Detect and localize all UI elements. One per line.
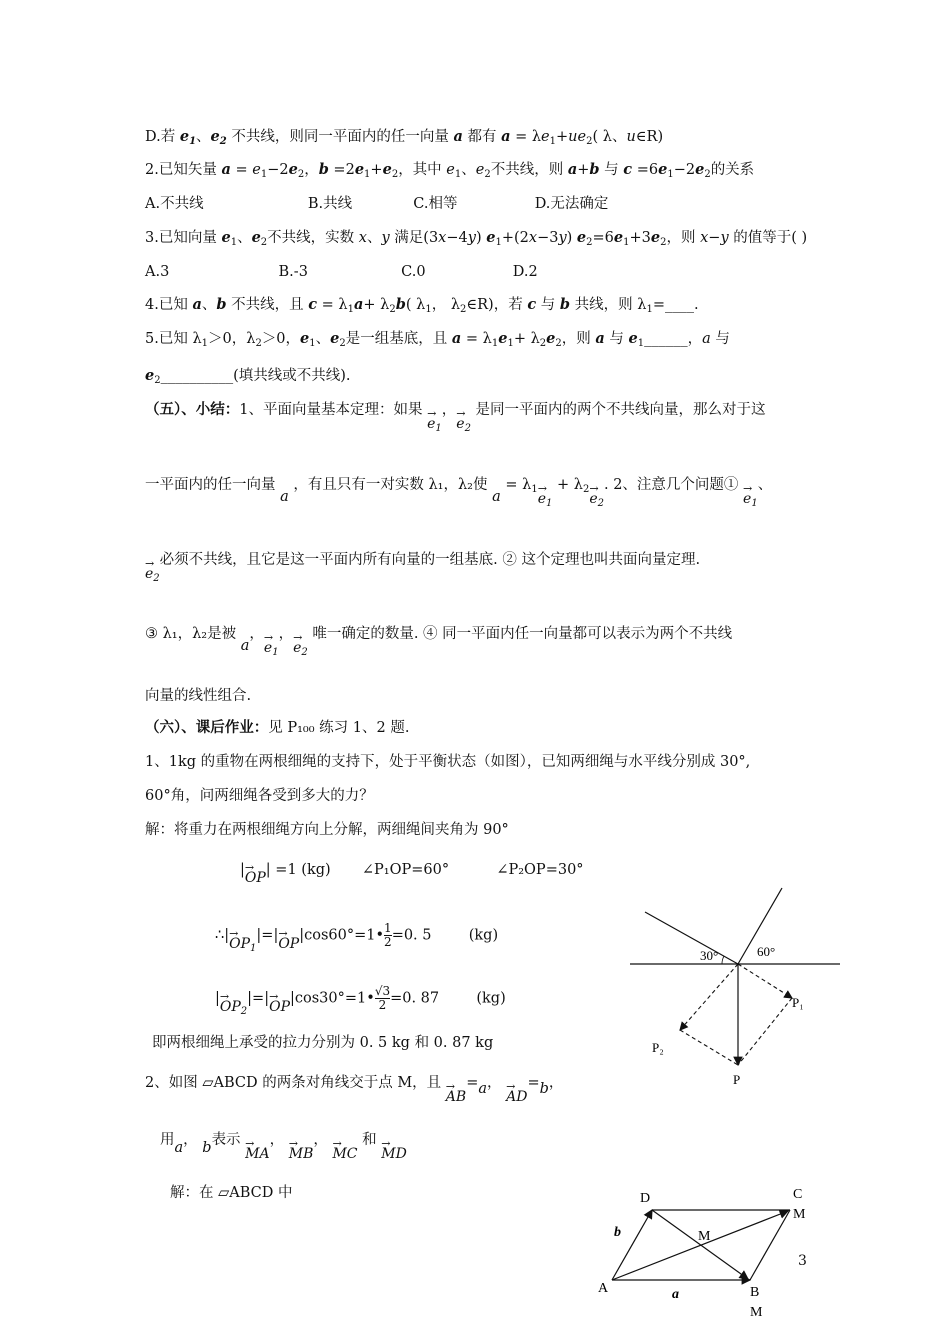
option-a: A.3 bbox=[145, 264, 170, 280]
option-c: C.相等 bbox=[413, 196, 458, 212]
homework-line: （六）、课后作业：见 P₁₀₀ 练习 1、2 题. bbox=[145, 719, 410, 736]
choice-d-line: D.若 $e_1$、$e_2$ 不共线，则同一平面内的任一向量 a 都有 $a = \lambda e_1+ue_2$( λ、u∈R) bbox=[145, 128, 664, 147]
label-vec-b: b bbox=[614, 1225, 621, 1240]
summary-heading: （五）、小结： bbox=[145, 401, 240, 418]
dash-p2-p bbox=[680, 1030, 738, 1065]
label-a: A bbox=[598, 1281, 609, 1296]
option-d: D.无法确定 bbox=[534, 196, 609, 212]
side-ad bbox=[612, 1210, 652, 1280]
q2-line-1: 2、如图 ▱ABCD 的两条对角线交于点 M，且 → AB=a， → AD=b， bbox=[145, 1073, 563, 1107]
vector-op2 bbox=[680, 964, 738, 1030]
label-m-b: M bbox=[750, 1305, 763, 1320]
option-b: B.-3 bbox=[278, 264, 308, 280]
option-d: D.2 bbox=[512, 264, 538, 280]
diagonal-ac bbox=[612, 1211, 788, 1280]
vector-op1 bbox=[738, 964, 792, 998]
summary-line-2: 一平面内的任一向量 a ，有且只有一对实数 λ₁，λ₂使 $a = \lambda_1\to e_1 + \lambda_2\to e_2$. 2、注意几个问题① → $e_1$、 bbox=[145, 475, 772, 514]
angle-30-label: 30° bbox=[700, 948, 719, 963]
option-c: C.0 bbox=[401, 264, 426, 280]
summary-line-3: → $e_2$必须不共线，且它是这一平面内所有向量的一组基底. ② 这个定理也叫共面向量定理. bbox=[145, 550, 700, 589]
equation-2: ∴|→ $OP_1|=|\to$ OP|cos60°=1• $\frac{1}{2}$ =0. 5 (kg) bbox=[215, 922, 498, 959]
angle-60-label: 60° bbox=[757, 944, 776, 959]
label-p1: P₁ bbox=[792, 995, 804, 1010]
summary-line-5: 向量的线性组合. bbox=[145, 688, 252, 704]
question-5: 5.已知 $\lambda_1>0$，$\lambda_2>0$，$e_1$、$e_2$是一组基底，且 $a = \lambda_1e_1+ \lambda_2e_2$，则 a 与 $e_1\_\_\_\_\_\_$，a 与 bbox=[145, 330, 730, 349]
dash-p1-p bbox=[738, 998, 792, 1065]
option-b: B.共线 bbox=[307, 196, 353, 212]
label-vec-a: a bbox=[672, 1287, 679, 1302]
label-p: P bbox=[733, 1072, 741, 1087]
label-b: B bbox=[750, 1285, 760, 1300]
parallelogram-diagram bbox=[590, 1180, 830, 1330]
question-4: 4.已知 a、b 不共线，且 $c = \lambda_1a+ \lambda_2b$( $\lambda_1$， $\lambda_2\in R$)，若 c 与 b 共线，则 $\lambda_1=\_\_\_\_$. bbox=[145, 296, 699, 315]
page-number: 3 bbox=[798, 1253, 807, 1269]
question-2: 2.已知矢量 $a = e_1-2e_2$，$b =2e_1+e_2$，其中 $e_1$、$e_2$不共线，则 a+b 与 $c =6e_1-2e_2$的关系 bbox=[145, 161, 755, 180]
label-p2: P₂ bbox=[652, 1040, 664, 1055]
q1-line-2: 60°角，问两细绳各受到多大的力？ bbox=[145, 788, 374, 804]
q1-solution: 解：将重力在两根细绳方向上分解，两细绳间夹角为 90° bbox=[145, 822, 509, 838]
q1-line-1: 1、1kg 的重物在两根细绳的支持下，处于平衡状态（如图），已知两细绳与水平线分别成 30°, bbox=[145, 754, 751, 770]
question-2-options bbox=[145, 194, 608, 214]
diagonal-db bbox=[652, 1210, 748, 1279]
summary-line-4: ③ λ₁，λ₂是被 a，→ $e_1$，→ $e_2$ 唯一确定的数量. ④ 同一平面内任一向量都可以表示为两个不共线 bbox=[145, 624, 732, 663]
question-5-cont: $e_2\_\_\_\_\_\_\_\_\_\_$(填共线或不共线). bbox=[145, 367, 351, 386]
label-d: D bbox=[640, 1191, 651, 1206]
option-a: A.不共线 bbox=[145, 196, 204, 212]
force-diagram bbox=[620, 880, 850, 1095]
label-m: M bbox=[698, 1229, 711, 1244]
question-3-options bbox=[145, 262, 538, 282]
q2-solution: 解：在 ▱ABCD 中 bbox=[170, 1185, 293, 1201]
label-m-c: M bbox=[793, 1207, 806, 1222]
summary-line-1: （五）、小结：1、平面向量基本定理：如果 → $e_1$，→ $e_2$ 是同一平面内的两个不共线向量，那么对于这 bbox=[145, 400, 766, 439]
equation-3: |→ $OP_2|=|\to$ OP|cos30°=1• $\frac{√3}{2}$ =0. 87 (kg) bbox=[215, 985, 506, 1022]
label-c: C bbox=[793, 1187, 803, 1202]
question-3: 3.已知向量 $e_1$、$e_2$不共线，实数 x、y 满足(3x−4y) $e_1+(2x-3y)$ $e_2=6e_1+3e_2$，则 x−y 的值等于( ) bbox=[145, 229, 808, 248]
equation-1: |→ OP| =1 (kg) ∠P₁OP=60° ∠P₂OP=30° bbox=[240, 860, 584, 888]
side-bc bbox=[750, 1210, 790, 1280]
q2-line-2: 用a， b表示 → MA， → MB， → MC 和 → MD bbox=[160, 1130, 407, 1164]
homework-heading: （六）、课后作业： bbox=[145, 719, 269, 736]
q1-answer: 即两根细绳上承受的拉力分别为 0. 5 kg 和 0. 87 kg bbox=[152, 1035, 494, 1051]
